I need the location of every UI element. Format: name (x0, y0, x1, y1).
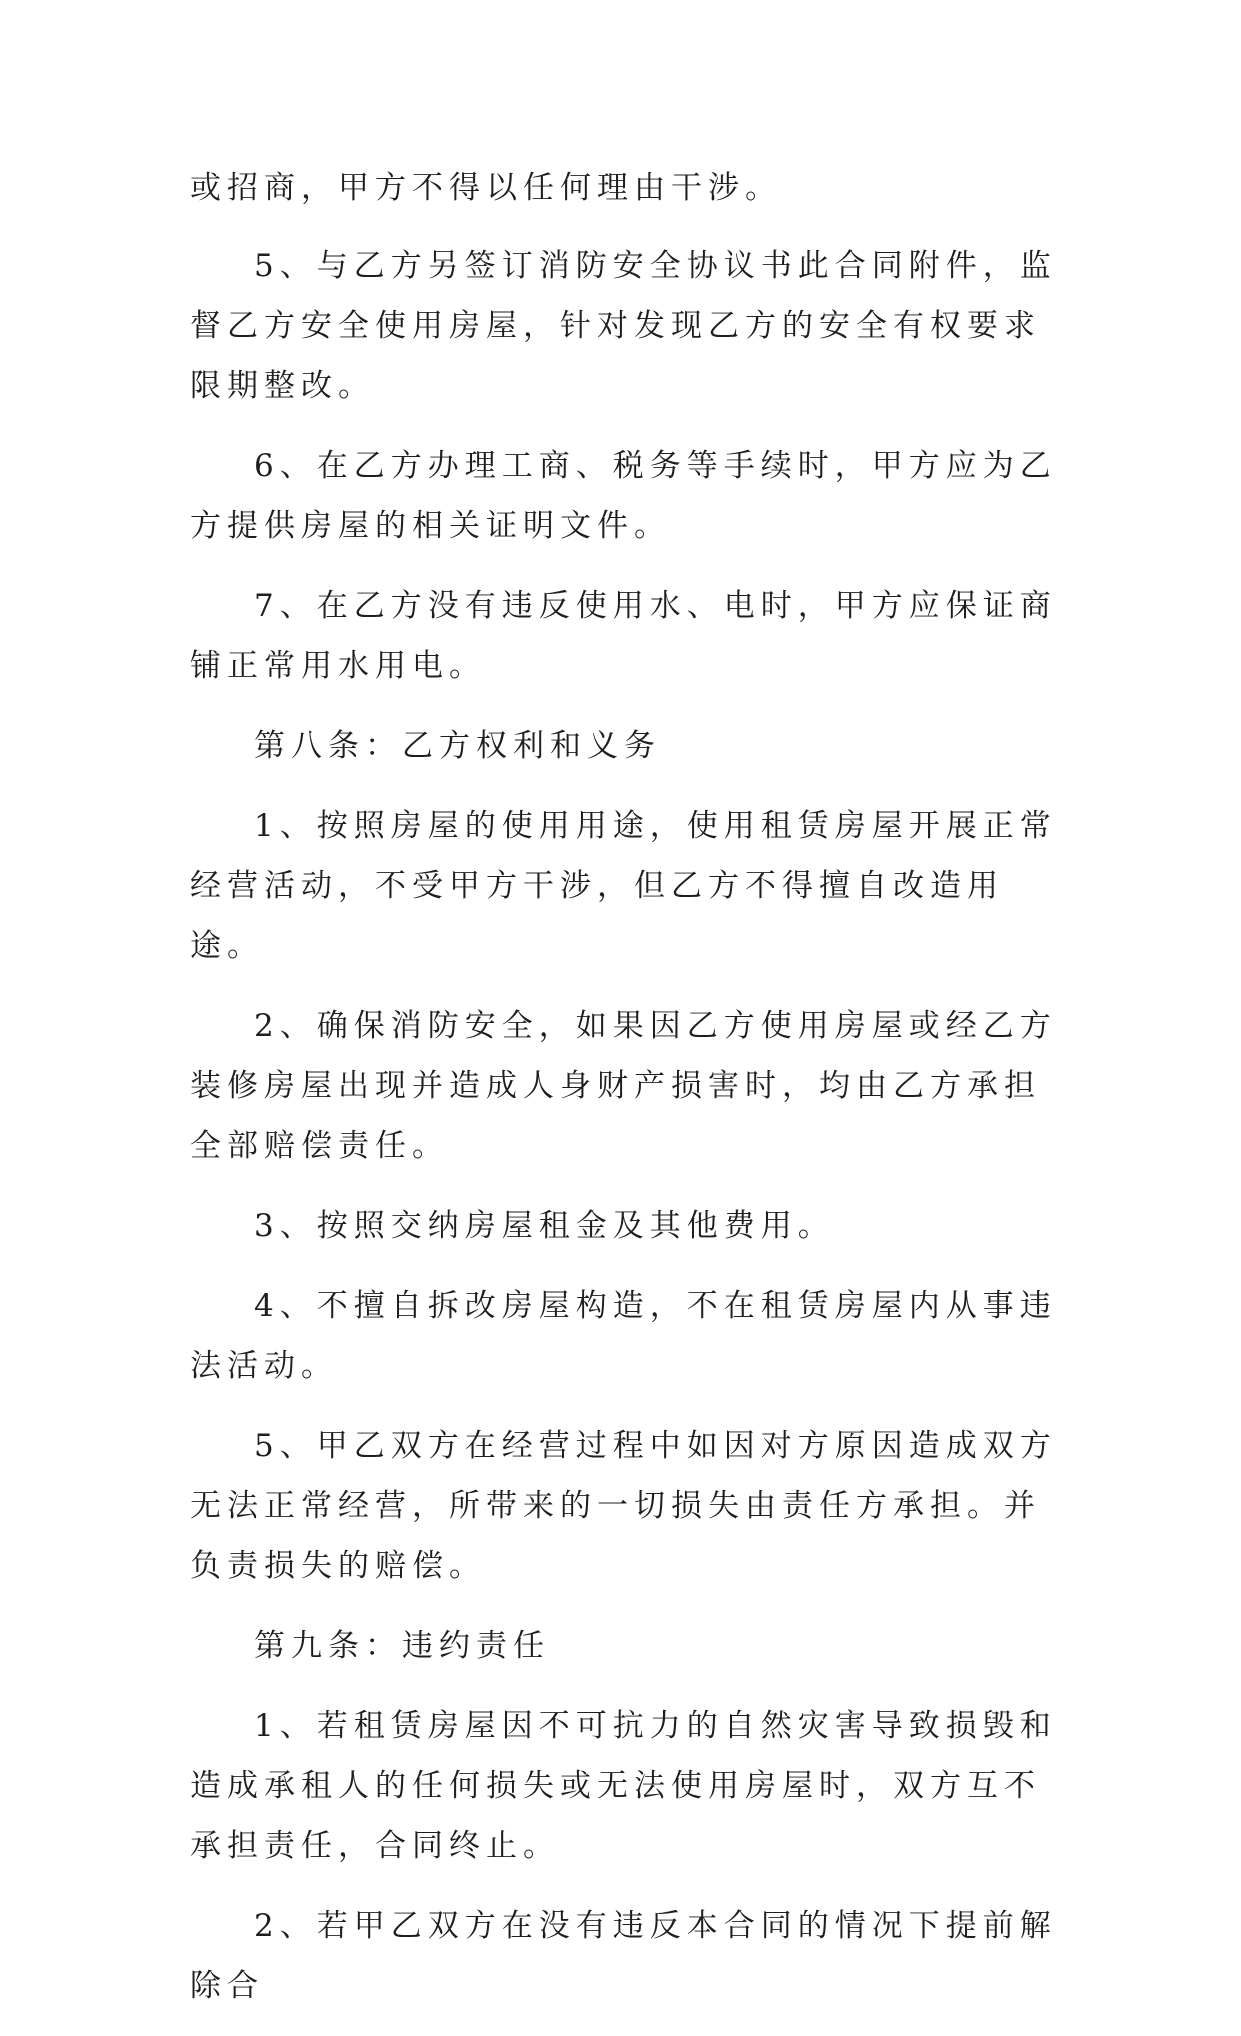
paragraph-item-7: 7、在乙方没有违反使用水、电时，甲方应保证商铺正常用水用电。 (190, 588, 1057, 684)
section-heading-article-8: 第八条：乙方权利和义务 (254, 728, 661, 764)
section-heading-article-9: 第九条：违约责任 (254, 1628, 550, 1664)
paragraph-item-1b: 1、若租赁房屋因不可抗力的自然灾害导致损毁和造成承租人的任何损失或无法使用房屋时，双方互不承担责任，合同终止。 (190, 1708, 1057, 1864)
paragraph-continuation: 或招商，甲方不得以任何理由干涉。 (190, 170, 782, 206)
paragraph-item-6: 6、在乙方办理工商、税务等手续时，甲方应为乙方提供房屋的相关证明文件。 (190, 448, 1057, 544)
paragraph-item-5b: 5、甲乙双方在经营过程中如因对方原因造成双方无法正常经营，所带来的一切损失由责任方承担。并负责损失的赔偿。 (190, 1428, 1057, 1584)
paragraph-item-2b: 2、若甲乙双方在没有违反本合同的情况下提前解除合 (190, 1908, 1057, 2004)
paragraph-item-5: 5、与乙方另签订消防安全协议书此合同附件，监督乙方安全使用房屋，针对发现乙方的安全有权要求限期整改。 (190, 248, 1057, 404)
paragraph-item-1: 1、按照房屋的使用用途，使用租赁房屋开展正常经营活动，不受甲方干涉，但乙方不得擅自改造用途。 (190, 808, 1057, 964)
paragraph-item-4: 4、不擅自拆改房屋构造，不在租赁房屋内从事违法活动。 (190, 1288, 1057, 1384)
paragraph-item-3: 3、按照交纳房屋租金及其他费用。 (254, 1208, 835, 1244)
document-body (190, 158, 1060, 2036)
paragraph-item-2: 2、确保消防安全，如果因乙方使用房屋或经乙方装修房屋出现并造成人身财产损害时，均由乙方承担全部赔偿责任。 (190, 1008, 1057, 1164)
